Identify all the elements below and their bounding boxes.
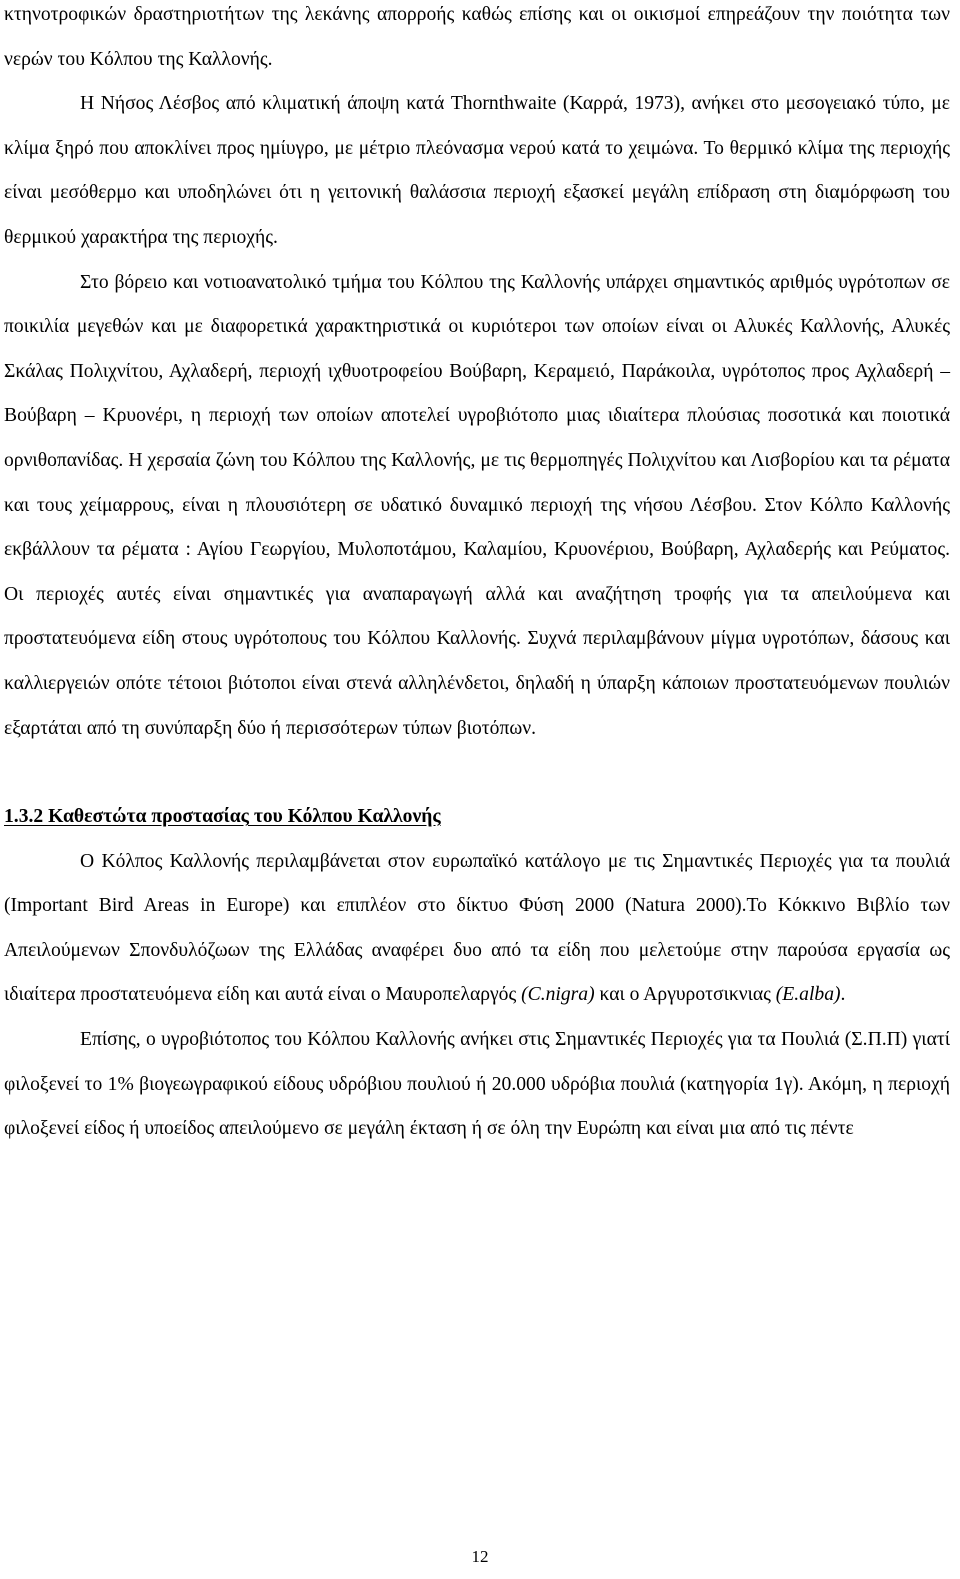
document-page [4,0,950,1152]
page-number: 12 [471,1547,489,1566]
species-name-black-stork: (C.nigra) [521,984,595,1006]
section-heading: 1.3.2 Καθεστώτα προστασίας του Κόλπου Καλλονής [4,806,441,828]
species-name-great-egret: (E.alba) [775,984,841,1006]
paragraph-climate: Η Νήσος Λέσβος από κλιματική άποψη κατά Thornthwaite (Καρρά, 1973), ανήκει στο μεσογειακό τύπο, με κλίμα ξηρό που αποκλίνει προς ημίυγρο, με μέτριο πλεόνασμα νερού κατά το χειμώνα. Το θερμικό κλίμα της περιοχής είναι μεσόθερμο και υποδηλώνει ότι η γειτονική θαλάσσια περιοχή εξασκεί μεγάλη επίδραση στη διαμόρφωση του θερμικού χαρακτήρα της περιοχής. [4,93,950,248]
paragraph-text: και ο Αργυροτσικνιας [594,984,776,1006]
paragraph-important-bird-areas: Επίσης, ο υγροβιότοπος του Κόλπου Καλλονής ανήκει στις Σημαντικές Περιοχές για τα Πουλιά (Σ.Π.Π) γιατί φιλοξενεί το 1% βιογεωγραφικού είδους υδρόβιου πουλιού ή 20.000 υδρόβια πουλιά (κατηγορία 1γ). Ακόμη, η περιοχή φιλοξενεί είδος ή υποείδος απειλούμενο σε μεγάλη έκταση ή σε όλη την Ευρώπη και είναι μια από τις πέντε [4,1029,950,1140]
paragraph-text: . [840,984,846,1006]
paragraph-continuation: κτηνοτροφικών δραστηριοτήτων της λεκάνης απορροής καθώς επίσης και οι οικισμοί επηρεάζουν την ποιότητα των νερών του Κόλπου της Καλλονής. [4,4,950,70]
paragraph-text: Ο Κόλπος Καλλονής περιλαμβάνεται στον ευρωπαϊκό κατάλογο με τις Σημαντικές Περιοχές για τα πουλιά (Important Bird Areas in Europe) και επιπλέον στο δίκτυο Φύση 2000 (Natura 2000).Το Κόκκινο Βιβλίο των Απειλούμενων Σπονδυλόζωων της Ελλάδας αναφέρει δυο από τα είδη που μελετούμε στην παρούσα εργασία ως ιδιαίτερα προστατευόμενα είδη και αυτά είναι ο Μαυροπελαργός [4,850,950,1006]
paragraph-protection-status [4,840,950,1018]
paragraph-wetlands: Στο βόρειο και νοτιοανατολικό τμήμα του Κόλπου της Καλλονής υπάρχει σημαντικός αριθμός υγρότοπων σε ποικιλία μεγεθών και με διαφορετικά χαρακτηριστικά οι κυριότεροι των οποίων είναι οι Αλυκές Καλλονής, Αλυκές Σκάλας Πολιχνίτου, Αχλαδερή, περιοχή ιχθυοτροφείου Βούβαρη, Κεραμειό, Παράκοιλα, υγρότοπος προς Αχλαδερή – Βούβαρη – Κρυονέρι, η περιοχή των οποίων αποτελεί υγροβιότοπο μιας ιδιαίτερα πλούσιας ποσοτικά και ποιοτικά ορνιθοπανίδας. Η χερσαία ζώνη του Κόλπου της Καλλονής, με τις θερμοπηγές Πολιχνίτου και Λισβορίου και τα ρέματα και τους χείμαρρους, είναι η πλουσιότερη σε υδατικό δυναμικό περιοχή της νήσου Λέσβου. Στον Κόλπο Καλλονής εκβάλλουν τα ρέματα : Αγίου Γεωργίου, Μυλοποτάμου, Καλαμίου, Κρυονέριου, Βούβαρη, Αχλαδερής και Ρεύματος. Οι περιοχές αυτές είναι σημαντικές για αναπαραγωγή αλλά και αναζήτηση τροφής για τα απειλούμενα και προστατευόμενα είδη στους υγρότοπους του Κόλπου Καλλονής. Συχνά περιλαμβάνουν μίγμα υγροτόπων, δάσους και καλλιεργειών οπότε τέτοιοι βιότοποι είναι στενά αλληλένδετοι, δηλαδή η ύπαρξη κάποιων προστατευόμενων πουλιών εξαρτάται από τη συνύπαρξη δύο ή περισσότερων τύπων βιοτόπων. [4,271,950,739]
